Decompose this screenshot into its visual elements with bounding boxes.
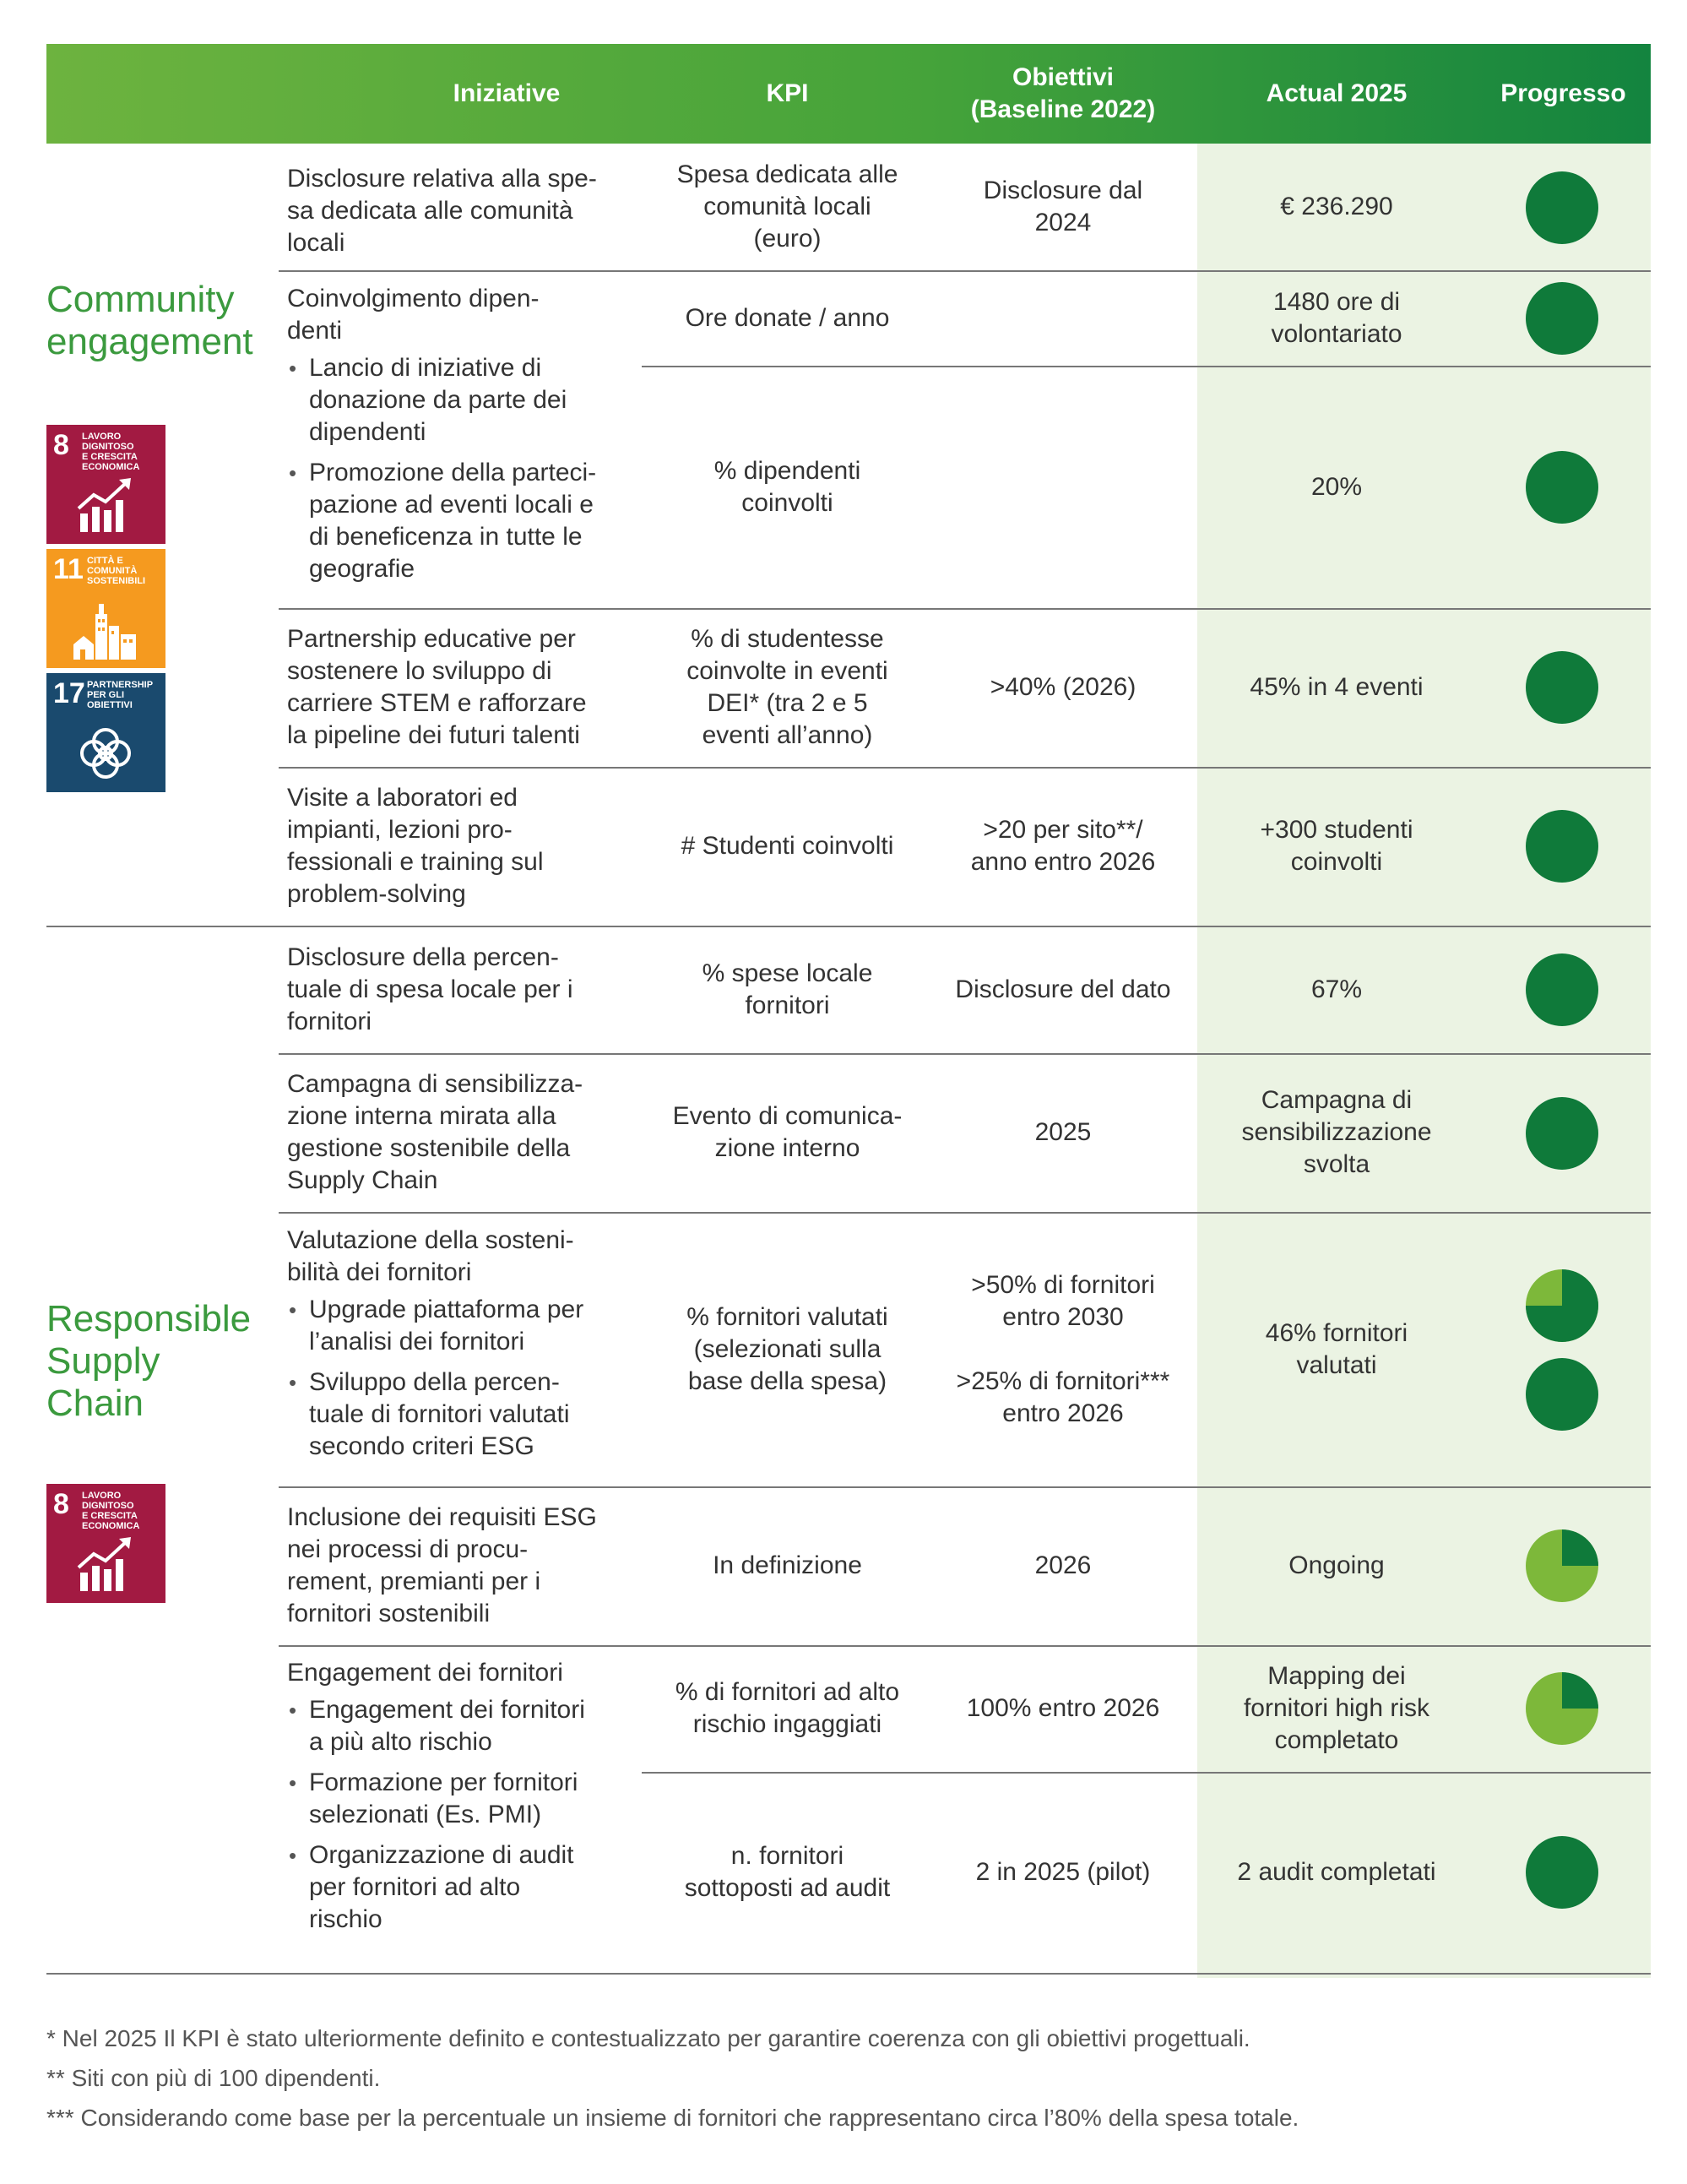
objective-cell: 100% entro 2026 [966,1694,1160,1722]
kpi-cell: Evento di comunica- zione interno [672,1102,903,1162]
actual-cell: Campagna di sensibilizzazione svolta [1241,1086,1432,1178]
progress-indicator [1525,953,1599,1027]
initiative-bullet: • Sviluppo della percen- tuale di fornitori valutati secondo criteri ESG [287,1366,630,1463]
actual-cell: 45% in 4 eventi [1250,673,1424,701]
progress-indicator [1525,809,1599,883]
kpi-cell: % fornitori valutati (selezionati sulla base della spesa) [686,1302,888,1395]
kpi-cell: Ore donate / anno [685,303,890,332]
header-objectives: Obiettivi (Baseline 2022) [970,63,1156,123]
initiative-cell: Engagement dei fornitori • Engagement dei fornitori a più alto rischio • Formazione per fornitori selezionati (Es. PMI) • Organizzazione di audit per fornitori ad alto rischio [287,1657,633,1969]
initiative-cell: Inclusione dei requisiti ESG nei processi di procu- rement, premianti per i fornitori sostenibili [287,1503,597,1627]
growth-chart-icon [72,1530,139,1598]
kpi-cell: # Studenti coinvolti [681,832,894,860]
actual-cell: € 236.290 [1280,193,1393,220]
kpi-cell: n. fornitori sottoposti ad audit [684,1842,891,1902]
progress-indicator [1525,1357,1599,1432]
initiative-cell: Partnership educative per sostenere lo sviluppo di carriere STEM e rafforzare la pipeline dei futuri talenti [287,625,587,749]
objective-cell: Disclosure del dato [955,975,1171,1003]
initiative-cell: Coinvolgimento dipen- denti • Lancio di iniziative di donazione da parte dei dipendenti • Promozione della parteci- pazione ad eventi locali e di beneficenza in tutte le geografie [287,283,633,604]
header-initiatives: Iniziative [453,79,561,107]
sdg-8-badge: 8 LAVORO DIGNITOSO E CRESCITA ECONOMICA [46,425,165,544]
initiative-cell: Valutazione della sosteni- bilità dei fornitori • Upgrade piattaforma per l’analisi dei fornitori • Sviluppo della percen- tuale di fornitori valutati secondo criteri ESG [287,1225,633,1478]
footnote: * Nel 2025 Il KPI è stato ulteriormente definito e contestualizzato per garantire coerenza con gli obiettivi progettuali. [46,2025,1250,2051]
growth-chart-icon [72,471,139,539]
objective-cell [929,270,1197,366]
footnote: ** Siti con più di 100 dipendenti. [46,2065,381,2091]
initiative-cell: Disclosure della percen- tuale di spesa locale per i fornitori [287,943,573,1035]
table-header [46,44,1651,144]
kpi-cell: % di fornitori ad alto rischio ingaggiati [675,1678,900,1738]
actual-cell: 46% fornitori valutati [1265,1318,1408,1379]
objective-cell: Disclosure dal 2024 [983,177,1143,236]
actual-cell: 2 audit completati [1237,1858,1436,1886]
initiative-bullet: • Formazione per fornitori selezionati (Es. PMI) [287,1767,630,1831]
progress-indicator [1525,1529,1599,1603]
objective-cell: >40% (2026) [990,673,1136,701]
kpi-cell: % di studentesse coinvolte in eventi DEI* (tra 2 e 5 eventi all’anno) [686,625,888,749]
actual-cell: 20% [1310,472,1363,501]
kpi-cell: % dipendenti coinvolti [713,456,861,517]
partnership-flower-icon [72,720,139,787]
city-buildings-icon [72,595,139,663]
sdg-11-badge: 11 CITTÀ E COMUNITÀ SOSTENIBILI [46,549,165,668]
table-bottom-border [46,1973,1651,1975]
footnote: *** Considerando come base per la percentuale un insieme di fornitori che rappresentano circa l’80% della spesa totale. [46,2105,1299,2131]
header-kpi: KPI [766,79,809,107]
progress-indicator [1525,171,1599,245]
actual-cell: 67% [1310,975,1363,1003]
progress-indicator [1525,1096,1599,1171]
objective-cell: >20 per sito**/ anno entro 2026 [970,816,1156,876]
initiative-bullet: • Upgrade piattaforma per l’analisi dei fornitori [287,1294,630,1358]
initiative-cell: Disclosure relativa alla spe- sa dedicata alle comunità locali [287,165,597,257]
sdg-17-badge: 17 PARTNERSHIP PER GLI OBIETTIVI [46,673,165,792]
actual-cell: 1480 ore di volontariato [1271,287,1402,348]
initiative-bullet: • Organizzazione di audit per fornitori ad alto rischio [287,1839,630,1936]
progress-indicator [1525,450,1599,524]
actual-cell: Mapping dei fornitori high risk completato [1243,1662,1430,1754]
initiative-bullet: • Lancio di iniziative di donazione da parte dei dipendenti [287,352,630,448]
kpi-cell: In definizione [713,1551,862,1579]
header-progress: Progresso [1500,79,1626,107]
initiative-cell: Campagna di sensibilizza- zione interna mirata alla gestione sostenibile della Supply Chain [287,1070,583,1194]
actual-cell: Ongoing [1288,1551,1385,1579]
category-title-community: Community engagement [46,279,253,362]
progress-indicator [1525,281,1599,356]
category-title-supply-chain: Responsible Supply Chain [46,1298,252,1424]
initiative-cell: Visite a laboratori ed impianti, lezioni pro- fessionali e training sul problem-solving [287,784,544,908]
sdg-8-badge: 8 LAVORO DIGNITOSO E CRESCITA ECONOMICA [46,1484,165,1603]
objective-cell: 2026 [1034,1551,1092,1579]
actual-cell: +300 studenti coinvolti [1260,816,1413,876]
kpi-cell: Spesa dedicata alle comunità locali (euro) [676,160,898,253]
objective-cell: 2 in 2025 (pilot) [975,1858,1151,1886]
header-actual: Actual 2025 [1266,79,1408,107]
objective-cell: 2025 [1034,1118,1092,1146]
progress-indicator [1525,1269,1599,1343]
progress-indicator [1525,1671,1599,1746]
initiative-bullet: • Promozione della parteci- pazione ad eventi locali e di beneficenza in tutte le geografie [287,457,630,585]
objective-cell: >50% di fornitori entro 2030 >25% di fornitori*** entro 2026 [956,1270,1170,1427]
kpi-cell: % spese locale fornitori [702,959,873,1019]
progress-indicator [1525,1835,1599,1910]
initiative-bullet: • Engagement dei fornitori a più alto rischio [287,1694,630,1758]
progress-indicator [1525,650,1599,725]
